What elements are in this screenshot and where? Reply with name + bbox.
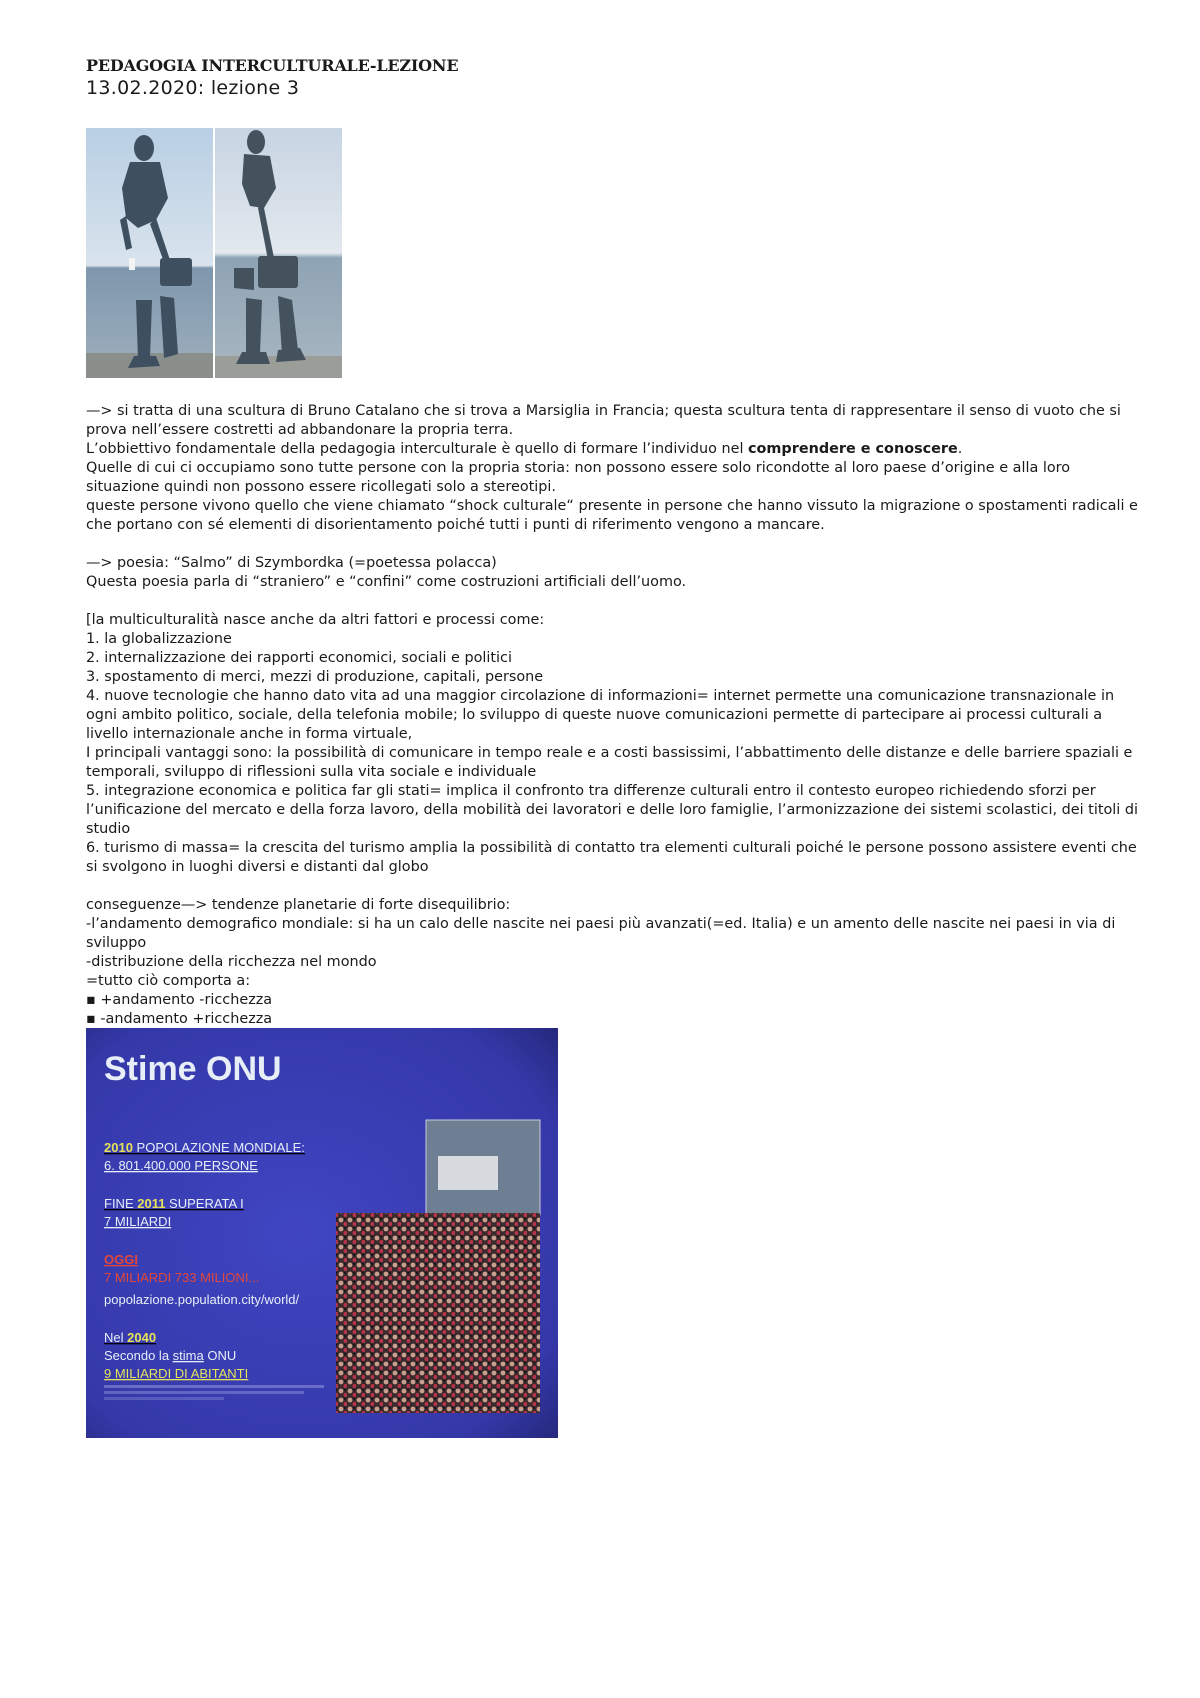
slide-year-2010: 2010 bbox=[104, 1140, 133, 1155]
document-subtitle: 13.02.2020: lezione 3 bbox=[86, 77, 300, 99]
paragraph-people: Quelle di cui ci occupiamo sono tutte persone con la propria storia: non possono essere solo ricondotte al loro paese d’origine e alla loro situazione quindi non possono essere ricollegati solo a stereotipi. bbox=[86, 460, 1071, 495]
slide-line-2040 bbox=[104, 1330, 156, 1345]
paragraph-objective bbox=[86, 440, 1146, 459]
slide-population-2010: 6. 801.400.000 PERSONE bbox=[104, 1158, 258, 1173]
slide-seven-billion: 7 MILIARDI bbox=[104, 1214, 172, 1229]
slide-text: Nel bbox=[104, 1330, 128, 1345]
paragraph-wealth: -distribuzione della ricchezza nel mondo bbox=[86, 954, 377, 970]
sculpture-photo bbox=[86, 128, 342, 378]
slide-nine-billion: 9 MILIARDI DI ABITANTI bbox=[104, 1366, 249, 1381]
paragraph-implies: =tutto ciò comporta a: bbox=[86, 973, 251, 989]
slide-today-count: 7 MILIARDI 733 MILIONI... bbox=[104, 1270, 260, 1285]
slide-line-2011 bbox=[104, 1196, 244, 1211]
slide-text: ONU bbox=[203, 1348, 237, 1363]
paragraph-demography: -l’andamento demografico mondiale: si ha un calo delle nascite nei paesi più avanzati(=ed. Italia) e un amento delle nascite nei paesi in via di sviluppo bbox=[86, 916, 1116, 951]
slide-year-2040: 2040 bbox=[127, 1330, 157, 1345]
paragraph-sculpture: —> si tratta di una scultura di Bruno Catalano che si trova a Marsiglia in Francia; questa scultura tenta di rappresentare il senso di vuoto che si prova nell’essere costretti ad abbandonare la propria terra. bbox=[86, 403, 1121, 438]
document-title: PEDAGOGIA INTERCULTURALE-LEZIONE bbox=[86, 56, 459, 75]
slide-text: Secondo la bbox=[104, 1348, 173, 1363]
slide-estimate bbox=[104, 1348, 236, 1363]
paragraph-shock: queste persone vivono quello che viene chiamato “shock culturale“ presente in persone che hanno vissuto la migrazione o spostamenti radicali e che portano con sé elementi di disorientamento poiché tutti i punti di riferimento vengono a mancare. bbox=[86, 498, 1138, 533]
objective-text: L’obbiettivo fondamentale della pedagogia interculturale è quello di formare l’individuo nel bbox=[86, 441, 749, 457]
slide-title: Stime ONU bbox=[104, 1050, 282, 1088]
slide-line-2010 bbox=[104, 1140, 305, 1155]
lesson-text bbox=[86, 402, 1146, 1029]
slide-text: POPOLAZIONE MONDIALE: bbox=[132, 1140, 305, 1155]
list-item: 1. la globalizzazione bbox=[86, 631, 232, 647]
slide-text: SUPERATA I bbox=[165, 1196, 244, 1211]
objective-end: . bbox=[957, 441, 963, 457]
list-item: 6. turismo di massa= la crescita del turismo amplia la possibilità di contatto tra elementi culturali poiché le persone possono assistere eventi che si svolgono in luoghi diversi e distanti dal globo bbox=[86, 840, 1137, 875]
list-item: 5. integrazione economica e politica far gli stati= implica il confronto tra differenze culturali entro il contesto europeo richiedendo sforzi per l’unificazione del mercato e della forza lavoro, della mobilità dei lavoratori e delle loro famiglie, l’armonizzazione dei sistemi scolastici, dei titoli di studio bbox=[86, 783, 1138, 837]
onu-slide-photo bbox=[86, 1028, 558, 1438]
slide-url: popolazione.population.city/world/ bbox=[104, 1292, 300, 1307]
slide-text: stima bbox=[172, 1348, 204, 1363]
paragraph-consequences: conseguenze—> tendenze planetarie di forte disequilibrio: bbox=[86, 897, 511, 913]
slide-text: FINE bbox=[104, 1196, 138, 1211]
list-item: I principali vantaggi sono: la possibilità di comunicare in tempo reale e a costi bassissimi, l’abbattimento delle distanze e delle barriere spaziali e temporali, sviluppo di riflessioni sulla vita sociale e individuale bbox=[86, 745, 1133, 780]
slide-year-2011: 2011 bbox=[137, 1196, 166, 1211]
list-item: 4. nuove tecnologie che hanno dato vita ad una maggior circolazione di informazioni= internet permette una comunicazione transnazionale in ogni ambito politico, sociale, della telefonia mobile; lo sviluppo di queste nuove comunicazioni permette di partecipare ai processi culturali a livello internazionale anche in forma virtuale, bbox=[86, 688, 1115, 742]
list-item: 3. spostamento di merci, mezzi di produzione, capitali, persone bbox=[86, 669, 544, 685]
paragraph-poem-desc: Questa poesia parla di “straniero” e “confini” come costruzioni artificiali dell’uomo. bbox=[86, 574, 687, 590]
paragraph-multiculturalism: [la multiculturalità nasce anche da altri fattori e processi come: bbox=[86, 612, 545, 628]
bullet-item: ▪ -andamento +ricchezza bbox=[86, 1011, 273, 1027]
document-page bbox=[86, 56, 1146, 1381]
objective-bold: comprendere e conoscere bbox=[748, 441, 958, 457]
slide-today: OGGI bbox=[104, 1252, 138, 1267]
list-item: 2. internalizzazione dei rapporti economici, sociali e politici bbox=[86, 650, 512, 666]
paragraph-poem: —> poesia: “Salmo” di Szymbordka (=poetessa polacca) bbox=[86, 555, 497, 571]
bullet-item: ▪ +andamento -ricchezza bbox=[86, 992, 273, 1008]
